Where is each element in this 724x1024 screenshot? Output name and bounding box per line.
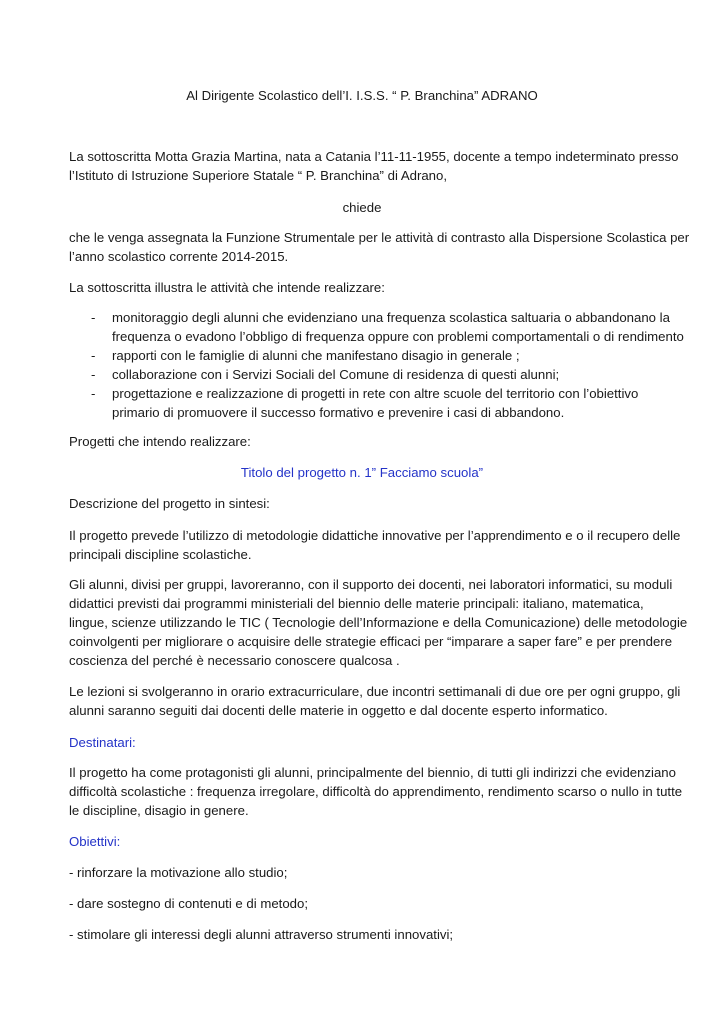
list-item-social-services: collaborazione con i Servizi Sociali del Comune di residenza di questi alunni; xyxy=(112,367,560,382)
request-line-2: l’anno scolastico corrente 2014-2015. xyxy=(69,249,289,264)
intro-line-1: La sottoscritta Motta Grazia Martina, nata a Catania l’11-11-1955, docente a tempo indeterminato presso xyxy=(69,149,679,164)
projects-intro: Progetti che intendo realizzare: xyxy=(69,434,251,449)
objective-item-interests: - stimolare gli interessi degli alunni attraverso strumenti innovativi; xyxy=(69,927,454,942)
recipients-line-3: le discipline, disagio in genere. xyxy=(69,803,249,818)
objectives-heading: Obiettivi: xyxy=(69,834,121,849)
addressee-line: Al Dirigente Scolastico dell’I. I.S.S. “ P. Branchina” ADRANO xyxy=(186,88,538,103)
list-dash: - xyxy=(91,386,96,401)
objective-item-motivation: - rinforzare la motivazione allo studio; xyxy=(69,865,288,880)
recipients-heading: Destinatari: xyxy=(69,735,136,750)
description-p2-line-5: coscienza del perché è necessario conoscere qualcosa . xyxy=(69,653,400,668)
recipients-line-2: difficoltà scolastiche : frequenza irregolare, difficoltà do apprendimento, rendimento scarso o nullo in tutte xyxy=(69,784,683,799)
description-p2-line-4: coinvolgenti per migliorare o acquisire delle strategie efficaci per “imparare a saper fare” e per prendere xyxy=(69,634,673,649)
description-label: Descrizione del progetto in sintesi: xyxy=(69,496,270,511)
description-p1-line-1: Il progetto prevede l’utilizzo di metodologie didattiche innovative per l’apprendimento e o il recupero delle xyxy=(69,528,681,543)
activities-intro: La sottoscritta illustra le attività che intende realizzare: xyxy=(69,280,385,295)
list-item-network-projects-line-2: primario di promuovere il successo formativo e prevenire i casi di abbandono. xyxy=(112,405,565,420)
list-dash: - xyxy=(91,367,96,382)
description-p2-line-3: lingue, scienze utilizzando le TIC ( Tecnologie dell’Informazione e della Comunicazione) delle metodologie xyxy=(69,615,688,630)
intro-line-2: l’Istituto di Istruzione Superiore Statale “ P. Branchina” di Adrano, xyxy=(69,168,448,183)
list-dash: - xyxy=(91,310,96,325)
objective-item-support: - dare sostegno di contenuti e di metodo; xyxy=(69,896,308,911)
project-title: Titolo del progetto n. 1” Facciamo scuola” xyxy=(240,465,484,480)
list-item-monitoring-line-2: frequenza o evadono l’obbligo di frequenza oppure con problemi comportamentali o di rendimento xyxy=(112,329,684,344)
description-p2-line-1: Gli alunni, divisi per gruppi, lavoreranno, con il supporto dei docenti, nei laboratori informatici, su moduli xyxy=(69,577,673,592)
description-p1-line-2: principali discipline scolastiche. xyxy=(69,547,252,562)
description-p3-line-1: Le lezioni si svolgeranno in orario extracurriculare, due incontri settimanali di due ore per ogni gruppo, gli xyxy=(69,684,681,699)
description-p2-line-2: didattici previsti dai programmi ministeriali del biennio delle materie principali: italiano, matematica, xyxy=(69,596,644,611)
list-dash: - xyxy=(91,348,96,363)
list-item-families: rapporti con le famiglie di alunni che manifestano disagio in generale ; xyxy=(112,348,520,363)
request-line-1: che le venga assegnata la Funzione Strumentale per le attività di contrasto alla Dispersione Scolastica per xyxy=(69,230,690,245)
chiede-word: chiede xyxy=(342,200,382,215)
recipients-line-1: Il progetto ha come protagonisti gli alunni, principalmente del biennio, di tutti gli indirizzi che evidenziano xyxy=(69,765,676,780)
list-item-monitoring-line-1: monitoraggio degli alunni che evidenziano una frequenza scolastica saltuaria o abbandonano la xyxy=(112,310,670,325)
list-item-network-projects-line-1: progettazione e realizzazione di progetti in rete con altre scuole del territorio con l’obiettivo xyxy=(112,386,639,401)
description-p3-line-2: alunni saranno seguiti dai docenti delle materie in oggetto e dal docente esperto informatico. xyxy=(69,703,608,718)
